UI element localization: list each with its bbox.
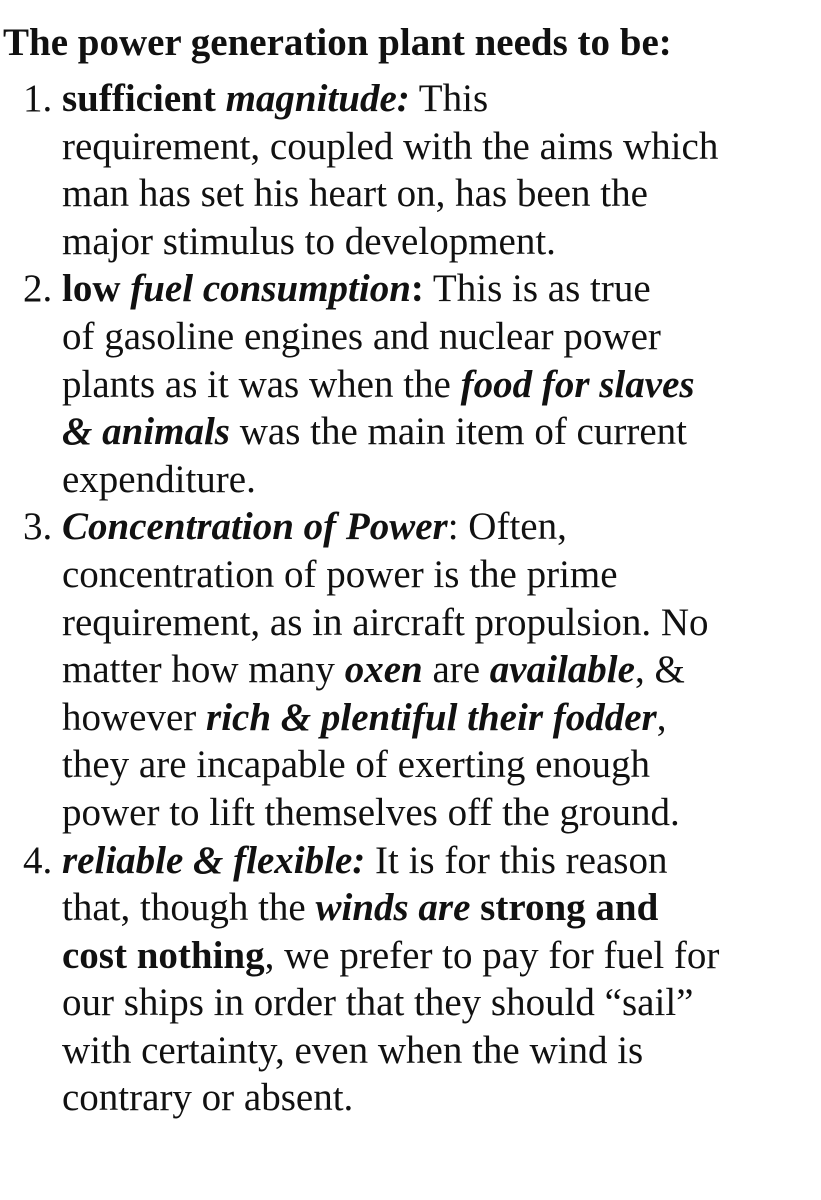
page-heading: The power generation plant needs to be: (3, 21, 672, 64)
item-term: : (410, 267, 424, 311)
item-term: rich & plentiful their fodder (206, 695, 657, 739)
item-number: 3. (23, 505, 53, 549)
item-text: are (422, 648, 490, 692)
item-line: power to lift themselves off the ground. (62, 790, 680, 834)
list-item-3 (0, 503, 821, 836)
item-line: they are incapable of exerting enough (62, 743, 650, 787)
item-term: cost nothing (62, 933, 265, 977)
item-text: This is as true (423, 267, 651, 311)
item-text: matter how many (62, 648, 345, 692)
item-line (62, 265, 821, 313)
item-number: 2. (23, 267, 53, 311)
item-term: food for slaves (460, 362, 695, 406)
item-line: expenditure. (62, 457, 256, 501)
item-text: , (656, 695, 667, 739)
item-line: concentration of power is the prime (62, 552, 618, 596)
item-term: oxen (344, 648, 423, 692)
item-term: & animals (62, 410, 230, 454)
item-text: was the main item of current (229, 410, 687, 454)
item-term: strong and (470, 886, 659, 930)
item-line (62, 75, 821, 123)
item-line (62, 694, 821, 742)
item-line (62, 408, 821, 456)
item-text: plants as it was when the (62, 362, 461, 406)
item-text: : Often, (447, 505, 567, 549)
item-term: available (489, 648, 635, 692)
item-term: sufficient (62, 77, 226, 120)
item-line: requirement, as in aircraft propulsion. No (62, 600, 709, 644)
item-line: major stimulus to development. (62, 219, 556, 263)
item-number: 1. (23, 77, 53, 120)
item-line: of gasoline engines and nuclear power (62, 314, 661, 358)
list-item-4 (0, 837, 821, 1123)
list-item-1 (0, 75, 821, 265)
item-text: , we prefer to pay for fuel for (264, 933, 720, 977)
item-term: fuel consumption (130, 267, 411, 311)
item-text: This (409, 77, 489, 120)
item-line (62, 837, 821, 885)
item-number: 4. (23, 838, 53, 882)
item-line: requirement, coupled with the aims which (62, 124, 719, 168)
item-term: low (62, 267, 131, 311)
item-line (62, 503, 821, 551)
item-text: It is for this reason (365, 838, 668, 882)
item-text: that, though the (62, 886, 316, 930)
item-line: man has set his heart on, has been the (62, 172, 648, 216)
item-line (62, 646, 821, 694)
item-line: with certainty, even when the wind is (62, 1028, 644, 1072)
item-line (62, 932, 821, 980)
item-text: however (62, 695, 207, 739)
item-line (62, 361, 821, 409)
list-item-2 (0, 265, 821, 503)
item-text: , & (634, 648, 685, 692)
item-line: our ships in order that they should “sail” (62, 981, 694, 1025)
item-term: reliable & flexible: (62, 838, 366, 882)
item-term: winds are (315, 886, 471, 930)
item-line: contrary or absent. (62, 1076, 354, 1120)
item-term: magnitude: (225, 77, 410, 120)
item-term: Concentration of Power (62, 505, 448, 549)
requirements-list (0, 75, 821, 1122)
item-line (62, 884, 821, 932)
